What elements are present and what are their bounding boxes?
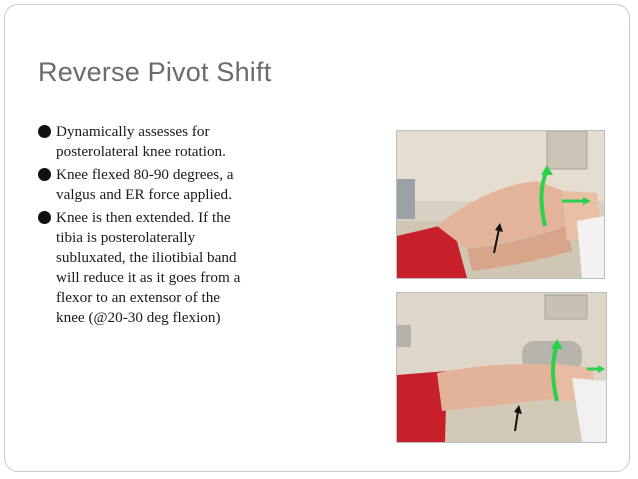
bullet-line: valgus and ER force applied. xyxy=(56,186,232,203)
bullet-icon xyxy=(38,168,51,181)
bullet-line: subluxated, the iliotibial band xyxy=(56,249,237,266)
bullet-list xyxy=(38,122,338,331)
bullet-icon xyxy=(38,125,51,138)
bullet-item xyxy=(38,165,338,205)
bullet-icon xyxy=(38,211,51,224)
bullet-line: knee (@20-30 deg flexion) xyxy=(56,309,221,326)
bullet-line: will reduce it as it goes from a xyxy=(56,269,241,286)
bullet-item xyxy=(38,122,338,162)
bullet-line: posterolateral knee rotation. xyxy=(56,143,226,160)
bullet-item xyxy=(38,208,338,328)
bullet-line: Knee flexed 80-90 degrees, a xyxy=(56,166,234,183)
slide-title: Reverse Pivot Shift xyxy=(38,57,272,87)
bullet-line: tibia is posterolaterally xyxy=(56,229,196,246)
photo-knee-extended xyxy=(396,292,607,443)
slide xyxy=(4,4,630,472)
photo-knee-flexed xyxy=(396,130,605,279)
bullet-line: flexor to an extensor of the xyxy=(56,289,221,306)
bullet-line: Dynamically assesses for xyxy=(56,123,210,140)
knee-flexed-photo-icon xyxy=(397,131,604,278)
bullet-line: Knee is then extended. If the xyxy=(56,209,231,226)
knee-extended-photo-icon xyxy=(397,293,606,442)
